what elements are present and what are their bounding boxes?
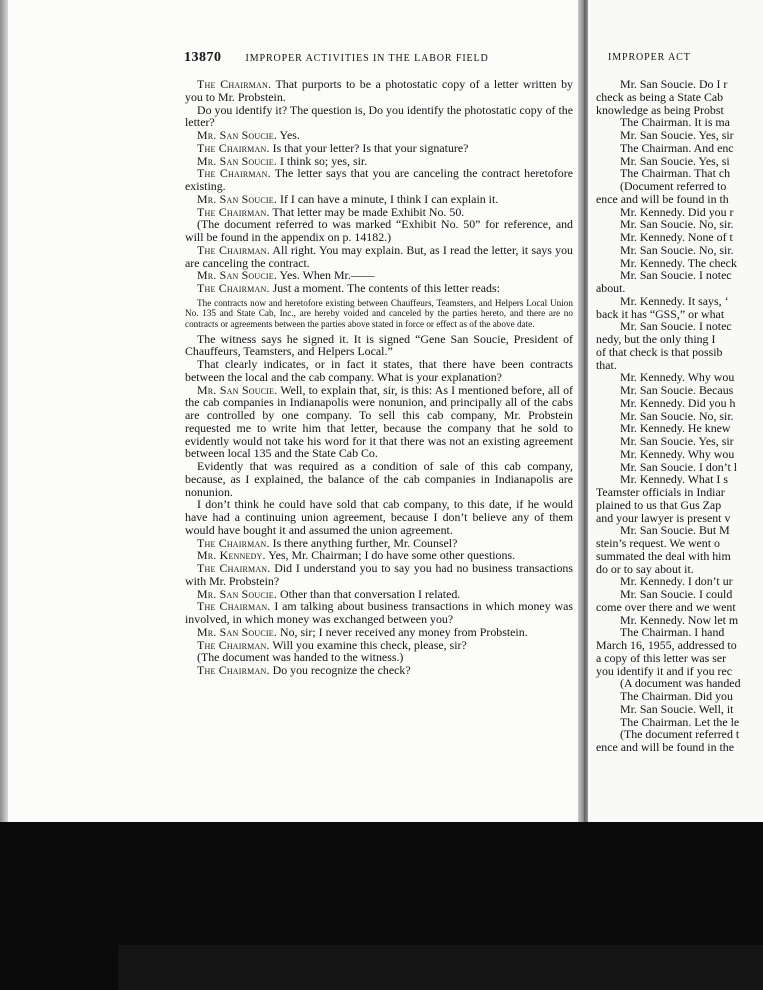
cropped-text-line: Mr. Kennedy. He knew bbox=[620, 421, 731, 436]
speaker-name: The Chairman. bbox=[197, 281, 270, 295]
speaker-name: The Chairman. bbox=[197, 77, 272, 91]
left-column-text bbox=[185, 78, 573, 677]
right-page-running-head: IMPROPER ACT bbox=[608, 52, 691, 63]
speaker-name: Mr. San Soucie. bbox=[197, 382, 278, 397]
paragraph-text: Well, to explain that, sir, is this: As I mentioned before, all of the cab companies in Indianapolis were nonunion, and principally all of the cabs are controlled by one company. To sell this cab company, Mr. Probstein requested me to write him that letter, because the company that he sold to evidently would not take his word for it that there was not an existing agreement between local 135 and the State Cab Co. bbox=[185, 382, 573, 461]
speaker-name: The Chairman. bbox=[197, 535, 270, 550]
cropped-text-line: Mr. San Soucie. Becaus bbox=[620, 383, 734, 397]
speaker-name: The Chairman. bbox=[197, 166, 271, 181]
cropped-text-line: Mr. Kennedy. Did you h bbox=[620, 395, 736, 410]
transcript-paragraph bbox=[185, 384, 573, 461]
cropped-text-line: Mr. San Soucie. No, sir. bbox=[620, 242, 734, 257]
transcript-paragraph bbox=[185, 333, 573, 359]
page-number: 13870 bbox=[184, 50, 222, 65]
speaker-name: The Chairman. bbox=[197, 242, 270, 257]
cropped-text-line: The Chairman. Did you bbox=[620, 689, 733, 703]
cropped-text-line: Mr. San Soucie. But M bbox=[620, 523, 730, 538]
cropped-text-line: The Chairman. Let the le bbox=[620, 714, 740, 729]
transcript-paragraph bbox=[185, 358, 573, 384]
quoted-letter-text bbox=[185, 298, 573, 330]
cropped-text-line: Mr. Kennedy. The check bbox=[620, 255, 737, 270]
speaker-name: Mr. San Soucie. bbox=[197, 586, 278, 601]
cropped-text-line: (A document was handed bbox=[620, 676, 741, 691]
cropped-text-line: March 16, 1955, addressed to bbox=[596, 638, 737, 652]
paragraph-text: I don’t think he could have sold that cab company, to this date, if he would have had a continuing union agreement, because I don’t believe any of them would have bought it and assumed the union agreement. bbox=[185, 497, 573, 537]
paragraph-text: The witness says he signed it. It is signed “Gene San Soucie, President of Chauffeurs, Teamsters, and Helpers Local.” bbox=[185, 331, 573, 359]
paragraph-text: Yes. When Mr.—— bbox=[277, 268, 375, 283]
speaker-name: Mr. San Soucie. bbox=[197, 624, 278, 639]
cropped-text-line: (Document referred to bbox=[620, 179, 727, 193]
cropped-text-line: that. bbox=[596, 357, 617, 372]
paragraph-text: Did I understand you to say you had no business transactions with Mr. Probstein? bbox=[185, 561, 573, 588]
cropped-text-line: Mr. Kennedy. Now let m bbox=[620, 612, 739, 627]
paragraph-text: That clearly indicates, or in fact it states, that there have been contracts between the local and the cab company. What is your explanation? bbox=[185, 357, 573, 384]
speaker-name: Mr. San Soucie. bbox=[197, 153, 278, 168]
cropped-text-line: summated the deal with him bbox=[596, 548, 731, 563]
speaker-name: Mr. Kennedy. bbox=[197, 548, 266, 563]
paragraph-text: Will you examine this check, please, sir? bbox=[269, 637, 467, 652]
cropped-text-line: Mr. Kennedy. None of t bbox=[620, 230, 733, 244]
cropped-text-line: Mr. Kennedy. Why wou bbox=[620, 446, 735, 461]
cropped-text-line: knowledge as being Probst bbox=[596, 102, 724, 117]
paragraph-text: I am talking about business transactions in which money was involved, in which money was exchanged between you? bbox=[185, 599, 573, 627]
cropped-text-line: Mr. Kennedy. Why wou bbox=[620, 370, 735, 385]
cropped-text-line: back it has “GSS,” or what bbox=[596, 306, 725, 321]
cropped-text-line: Mr. San Soucie. Do I r bbox=[620, 77, 728, 91]
transcript-paragraph bbox=[185, 664, 573, 677]
paragraph-text: Yes, Mr. Chairman; I do have some other questions. bbox=[265, 548, 516, 563]
cropped-text-line: The Chairman. I hand bbox=[620, 625, 725, 640]
paragraph-text: Yes. bbox=[277, 128, 300, 142]
speaker-name: The Chairman. bbox=[197, 204, 270, 219]
cropped-text-line: Mr. San Soucie. I notec bbox=[620, 319, 732, 334]
transcript-paragraph bbox=[185, 78, 573, 104]
paragraph-text: That letter may be made Exhibit No. 50. bbox=[269, 204, 465, 219]
paragraph-text: Just a moment. The contents of this letter reads: bbox=[269, 281, 500, 295]
cropped-text-line: Mr. San Soucie. No, sir. bbox=[620, 408, 734, 423]
paragraph-text: (The document referred to was marked “Exhibit No. 50” for reference, and will be found in the appendix on p. 14182.) bbox=[185, 217, 573, 244]
cropped-text-line: Mr. Kennedy. It says, ‘ bbox=[620, 293, 729, 308]
cropped-text-line: Mr. San Soucie. Well, it bbox=[620, 701, 734, 716]
speaker-name: Mr. San Soucie. bbox=[197, 268, 278, 283]
paragraph-text: That purports to be a photostatic copy of a letter written by you to Mr. Probstein. bbox=[185, 77, 573, 104]
cropped-text-line: Mr. San Soucie. Yes, sir bbox=[620, 128, 734, 142]
cropped-text-line: about. bbox=[596, 281, 626, 295]
cropped-text-line: Mr. San Soucie. Yes, si bbox=[620, 153, 730, 168]
transcript-paragraph bbox=[185, 104, 573, 130]
paragraph-text: The contracts now and heretofore existing between Chauffeurs, Teamsters, and Helpers Local Union No. 135 and State Cab, Inc., are hereby voided and canceled by the parties hereto, and there are no contracts or agreements between the parties above stated in force or effect as of the above date. bbox=[185, 297, 573, 329]
paragraph-text: Other than that conversation I related. bbox=[277, 586, 461, 601]
cropped-text-line: Mr. San Soucie. Yes, sir bbox=[620, 434, 734, 448]
cropped-text-line: ence and will be found in the bbox=[596, 740, 735, 754]
transcript-paragraph bbox=[185, 282, 573, 295]
cropped-text-line: come over there and we went bbox=[596, 599, 736, 614]
scan-bottom-band bbox=[118, 945, 763, 990]
cropped-text-line: The Chairman. And enc bbox=[620, 140, 734, 155]
paragraph-text: (The document was handed to the witness.) bbox=[197, 650, 404, 665]
paragraph-text: If I can have a minute, I think I can explain it. bbox=[277, 191, 499, 206]
cropped-text-line: Mr. Kennedy. What I s bbox=[620, 472, 728, 487]
transcript-paragraph bbox=[185, 460, 573, 498]
transcript-paragraph bbox=[185, 498, 573, 536]
speaker-name: Mr. San Soucie. bbox=[197, 191, 278, 206]
paragraph-text: Is there anything further, Mr. Counsel? bbox=[269, 535, 458, 550]
cropped-text-line: Mr. Kennedy. I don’t ur bbox=[620, 574, 733, 589]
cropped-text-line: The Chairman. That ch bbox=[620, 166, 731, 181]
cropped-text-line: Mr. Kennedy. Did you r bbox=[620, 204, 734, 219]
paragraph-text: Is that your letter? Is that your signature? bbox=[269, 140, 469, 155]
cropped-text-line: check as being a State Cab bbox=[596, 89, 724, 104]
right-column-text bbox=[596, 77, 763, 754]
transcript-paragraph bbox=[185, 218, 573, 244]
transcript-paragraph bbox=[185, 244, 573, 270]
page-header bbox=[184, 48, 576, 68]
paragraph-text: The letter says that you are canceling the contract heretofore existing. bbox=[185, 166, 573, 193]
speaker-name: The Chairman. bbox=[197, 599, 271, 614]
cropped-text-line: nedy, but the only thing I bbox=[596, 332, 716, 346]
paragraph-text: No, sir; I never received any money from Probstein. bbox=[277, 624, 528, 639]
speaker-name: The Chairman. bbox=[197, 140, 270, 155]
cropped-text-line: and your lawyer is present v bbox=[596, 510, 731, 525]
speaker-name: Mr. San Soucie. bbox=[197, 128, 278, 142]
paragraph-text: I think so; yes, sir. bbox=[277, 153, 368, 168]
cropped-text-line: Mr. San Soucie. I don’t l bbox=[620, 459, 738, 474]
paragraph-text: All right. You may explain. But, as I read the letter, it says you are canceling the contract. bbox=[185, 242, 573, 270]
cropped-text-line: you identify it and if you rec bbox=[596, 663, 733, 678]
speaker-name: The Chairman. bbox=[197, 663, 270, 678]
cropped-text-line: do or to say about it. bbox=[596, 561, 694, 576]
speaker-name: The Chairman. bbox=[197, 561, 271, 576]
paragraph-text: Do you identify it? The question is, Do you identify the photostatic copy of the letter? bbox=[185, 102, 573, 130]
paragraph-text: Do you recognize the check? bbox=[269, 663, 411, 678]
cropped-text-line: a copy of this letter was ser bbox=[596, 650, 727, 665]
transcript-paragraph bbox=[185, 600, 573, 626]
cropped-text-line: of that check is that possib bbox=[596, 344, 723, 359]
cropped-text-line: Mr. San Soucie. I notec bbox=[620, 268, 732, 283]
cropped-text-line: (The document referred t bbox=[620, 727, 740, 742]
transcript-paragraph bbox=[185, 167, 573, 193]
paragraph-text: Evidently that was required as a condition of sale of this cab company, because, as I explained, the balance of the cab companies in Indianapolis are nonunion. bbox=[185, 459, 573, 499]
cropped-text-line: Teamster officials in Indiar bbox=[596, 485, 725, 499]
cropped-text-line: The Chairman. It is ma bbox=[620, 115, 730, 130]
cropped-text-line: stein’s request. We went o bbox=[596, 536, 720, 550]
cropped-text-line: Mr. San Soucie. No, sir. bbox=[620, 217, 734, 232]
transcript-paragraph bbox=[185, 562, 573, 588]
cropped-text-line: ence and will be found in th bbox=[596, 191, 729, 206]
speaker-name: The Chairman. bbox=[197, 637, 270, 652]
cropped-text-line: plained to us that Gus Zap bbox=[596, 497, 722, 512]
cropped-text-line: Mr. San Soucie. I could bbox=[620, 587, 733, 601]
running-head: IMPROPER ACTIVITIES IN THE LABOR FIELD bbox=[245, 53, 489, 64]
